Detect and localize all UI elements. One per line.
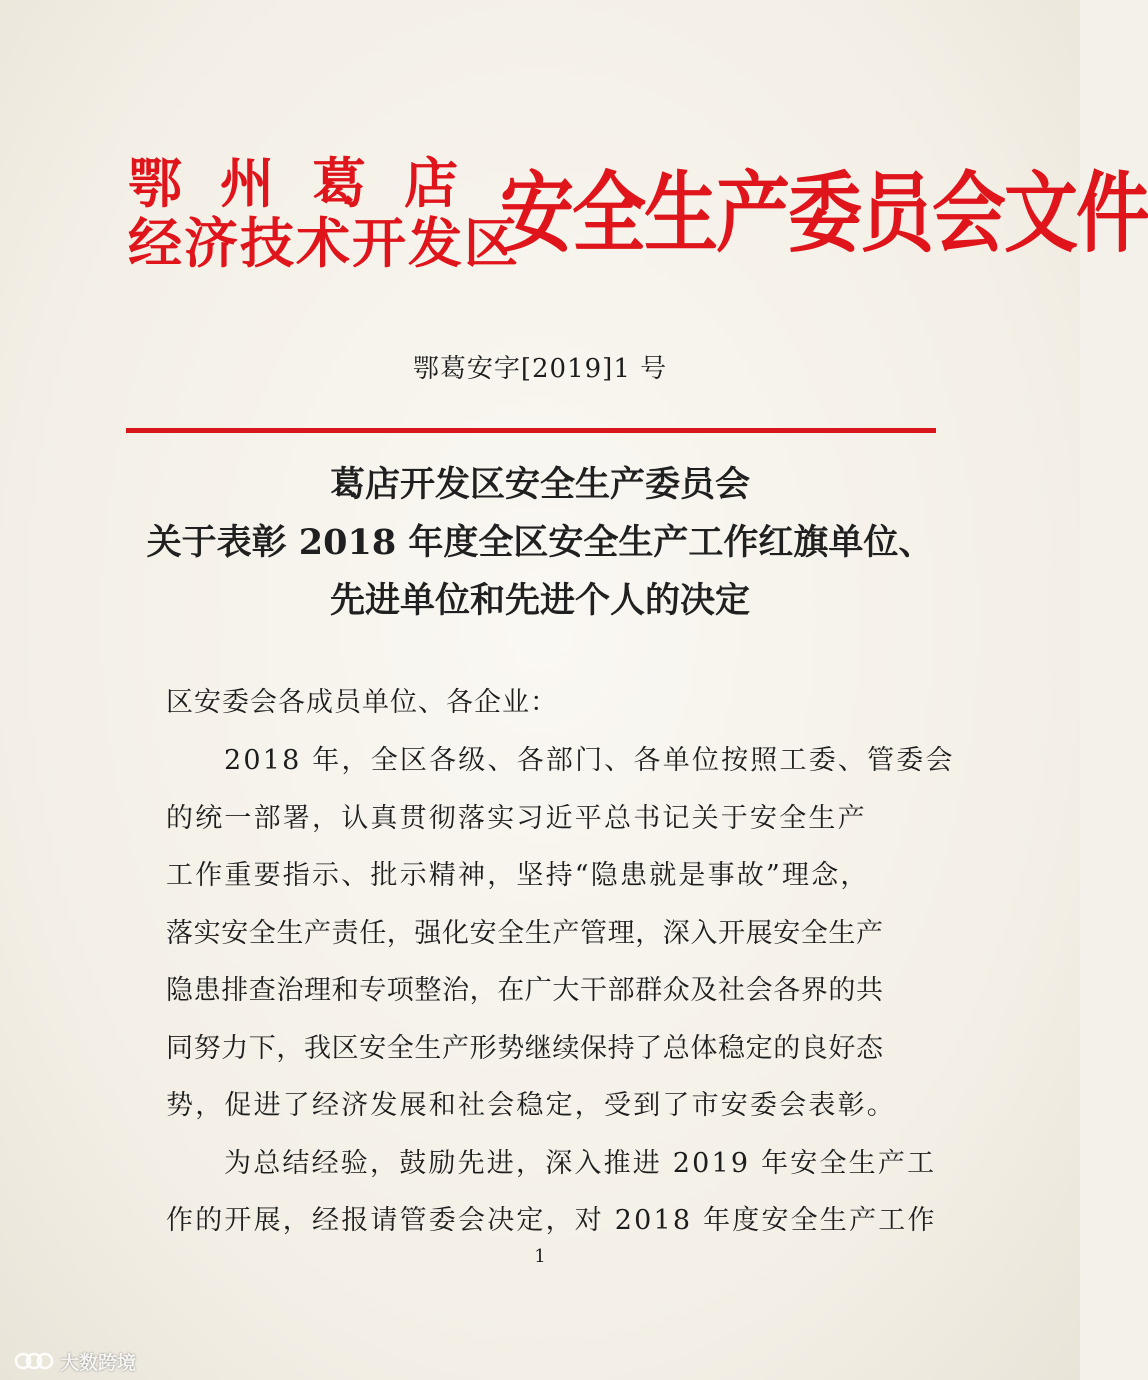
- page-number: 1: [534, 1246, 546, 1267]
- title-line-3: 先进单位和先进个人的决定: [329, 580, 750, 621]
- issuer-name: [128, 152, 520, 275]
- issuer-name-line2: 经济技术开发区: [128, 212, 520, 275]
- body-line: 2018 年，全区各级、各部门、各单位按照工委、管委会: [224, 745, 955, 776]
- body-line: 工作重要指示、批示精神，坚持“隐患就是事故”理念，: [166, 860, 870, 891]
- document-number: 鄂葛安字[2019]1 号: [412, 354, 668, 384]
- salutation: 区安委会各成员单位、各企业：: [166, 687, 558, 718]
- document-type-heading: 安全生产委员会文件: [500, 163, 1148, 265]
- body-line: 势，促进了经济发展和社会稳定，受到了市安委会表彰。: [166, 1090, 896, 1121]
- title-line-1: 葛店开发区安全生产委员会: [329, 464, 750, 505]
- body-text: [166, 732, 955, 1250]
- body-line: 作的开展，经报请管委会决定，对 2018 年度安全生产工作: [166, 1205, 937, 1236]
- title-line-2: 关于表彰 2018 年度全区安全生产工作红旗单位、: [146, 522, 934, 563]
- body-line: 为总结经验，鼓励先进，深入推进 2019 年安全生产工: [224, 1147, 937, 1179]
- issuer-name-line1: 鄂州葛店: [128, 152, 496, 215]
- body-line: 隐患排查治理和专项整治，在广大干部群众及社会各界的共: [166, 975, 884, 1006]
- red-divider: [126, 428, 936, 433]
- watermark: [14, 1346, 136, 1376]
- document-header: [128, 150, 1148, 280]
- body-line: 落实安全生产责任，强化安全生产管理，深入开展安全生产: [166, 917, 884, 949]
- watermark-logo-icon: [14, 1349, 54, 1373]
- document-title: [120, 456, 960, 630]
- watermark-text: 大数跨境: [60, 1351, 137, 1374]
- body-line: 的统一部署，认真贯彻落实习近平总书记关于安全生产: [166, 802, 867, 834]
- body-line: 同努力下，我区安全生产形势继续保持了总体稳定的良好态: [166, 1032, 884, 1064]
